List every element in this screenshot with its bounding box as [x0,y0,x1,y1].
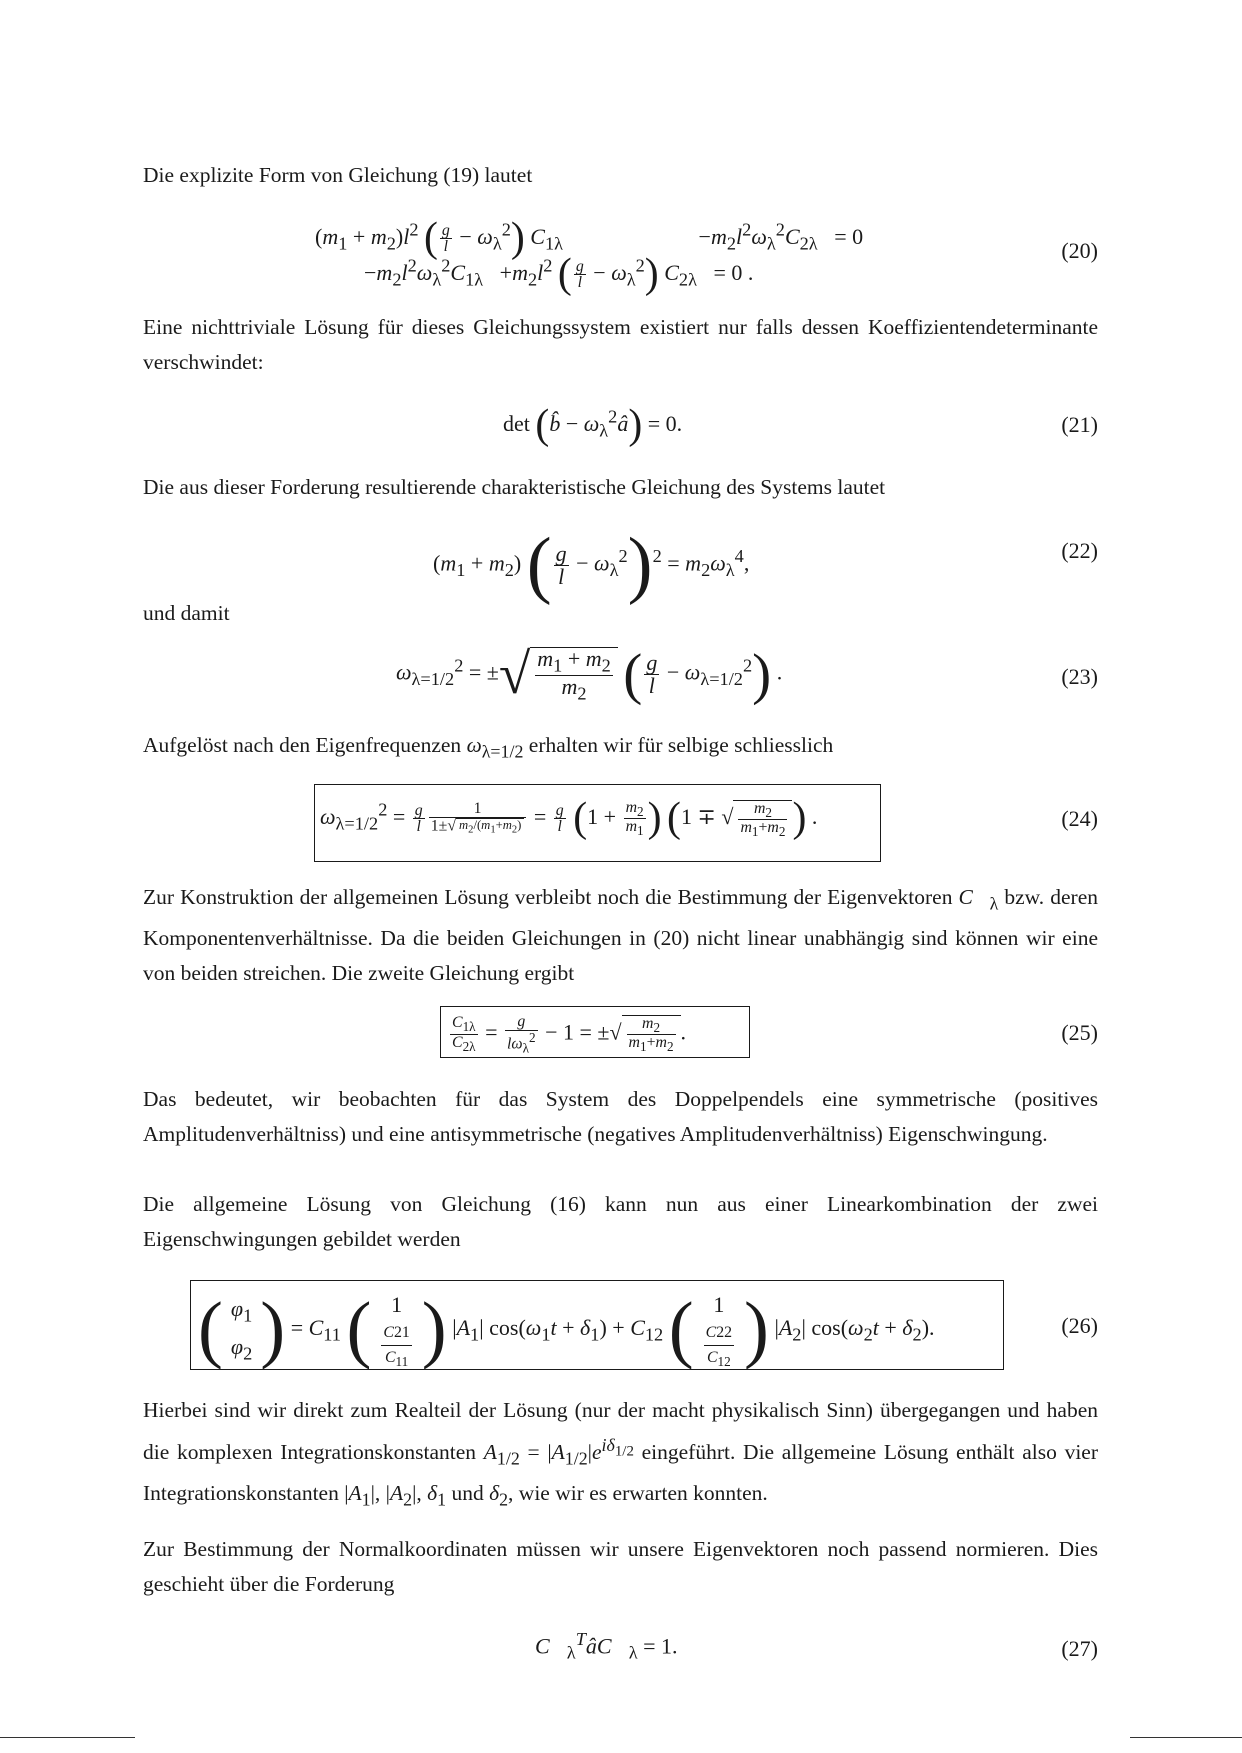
equation-number-21: (21) [1061,412,1098,437]
paragraph-9-part-a: Hierbei sind wir direkt zum Realteil der Lösung (nur der macht physikalisch Sinn) übergegangen und haben die komplexen Integrationskonstanten [143,1398,1098,1465]
equation-number-23: (23) [1061,664,1098,689]
paragraph-9: Hierbei sind wir direkt zum Realteil der Lösung (nur der macht physikalisch Sinn) übergegangen und haben die komplexen Integrationskonstanten $A_{1/2} = |A_{1/2}|e^{i\delta_{1/2}}$ eingeführt. Die allgemeine Lösung enthält also vier Integrationskonstanten $|A_1|$, $|A_2|$, $\delta_1$ und $\delta_2$, wie wir es erwarten konnten. [143,1398,1099,1510]
equation-27: $C⃗_\lambda^TâC⃗_\lambda = 1$. [535,1629,678,1663]
paragraph-7: Das bedeutet, wir beobachten für das System des Doppelpendels eine symmetrische (positives Amplitudenverhältniss) und eine antisymmetrische (negatives Amplitudenverhältniss) Eigenschwingung. [143,1087,1098,1146]
paragraph-10: Zur Bestimmung der Normalkoordinaten müssen wir unsere Eigenvektoren noch passend normieren. Dies geschieht über die Forderung [143,1537,1098,1596]
equation-number-22: (22) [1061,538,1098,563]
paragraph-6: Zur Konstruktion der allgemeinen Lösung verbleibt noch die Bestimmung der Eigenvektoren $C⃗_\lambda$ bzw. deren Komponentenverhältnisse. Da die beiden Gleichungen in (20) nicht linear unabhängig sind können wir eine von beiden streichen. Die zweite Gleichung ergibt [143,885,1098,986]
equation-25: $\frac{C_{1\lambda}}{C_{2\lambda}}$ = $\frac{g}{l\omega_\lambda^2}$ − 1 = ±√ $\frac{m_2}{m_1+m_2}$ . [452,1013,687,1056]
paragraph-5: Aufgelöst nach den Eigenfrequenzen $\omega_{\lambda=1/2}$ erhalten wir für selbige schliesslich [143,733,834,762]
equation-20-row-2: $-m_2l^2\omega_\lambda^2C_{1\lambda} +m_2l^2$ ( $\frac{g}{l}$ − $\omega_\lambda^2$) $C_{2\lambda} = 0$ . [364,251,754,297]
equation-number-20: (20) [1061,238,1098,263]
equation-22: $(m_1 + m_2)$ ( $\frac{g}{l}$ − $\omega_\lambda^2)^2 = m_2\omega_\lambda^4$, [433,523,750,606]
paragraph-5-part-a: Aufgelöst nach den Eigenfrequenzen [143,733,467,757]
scan-edge-line-right [1130,1737,1242,1738]
paragraph-9-part-d: , wie wir es erwarten konnten. [508,1481,768,1506]
paragraph-6-part-a: Zur Konstruktion der allgemeinen Lösung verbleibt noch die Bestimmung der Eigenvektoren [143,885,959,909]
equation-24: $\omega_{\lambda=1/2}^2$ = $\frac{g}{l}$ $\frac{1}{1\pm√ m_2/(m_1+m_2)}$ = $\frac{g}{l}$ (1 + $\frac{m_2}{m_1}$ ) (1 ∓ √ $\frac{m_2}{m_1+m_2}$ ) . [320,795,818,841]
equation-number-27: (27) [1061,1636,1098,1661]
equation-26: ( $\varphi_1$ $\varphi_2$ ) = $C_{11}$ ( 1 C21 $C_{11}$ ) $|A_1|$ $\cos(\omega_1t + \delta_1) + C_{12}$ ( 1 C22 $C_{12}$ ) $|A_2|$ $\cos(\omega_2t + \delta_2)$. [198,1287,935,1371]
paragraph-6-part-b: bzw. deren Komponentenverhältnisse. Da die beiden Gleichungen in (20) nicht linear unabhängig sind können wir eine von beiden streichen. Die zweite Gleichung ergibt [143,885,1098,986]
equation-number-25: (25) [1061,1020,1098,1045]
paragraph-9-part-c: und [446,1481,490,1506]
equation-21: det (b̂ − $\omega_\lambda^2â) = 0$. [503,402,683,448]
paragraph-1: Die explizite Form von Gleichung (19) lautet [143,163,533,187]
scan-edge-line-left [0,1737,135,1738]
equation-number-26: (26) [1061,1313,1098,1338]
paragraph-5-part-b: erhalten wir für selbige schliesslich [523,733,834,757]
paragraph-2: Eine nichttriviale Lösung für dieses Gleichungssystem existiert nur falls dessen Koeffizientendeterminante verschwindet: [143,315,1098,374]
equation-23: $\omega_{\lambda=1/2}^2$ = ±√ $\frac{m_1 + m_2}{m_2}$ ( $\frac{g}{l}$ − $\omega_{\lambda=1/2}^2$) . [396,643,783,706]
paragraph-9-part-b: eingeführt. Die allgemeine Lösung enthält also vier Integrationskonstanten [143,1440,1099,1506]
equation-number-24: (24) [1061,806,1098,831]
paragraph-4: und damit [143,601,230,625]
paragraph-8: Die allgemeine Lösung von Gleichung (16) kann nun aus einer Linearkombination der zwei Eigenschwingungen gebildet werden [143,1192,1098,1251]
paragraph-3: Die aus dieser Forderung resultierende charakteristische Gleichung des Systems lautet [143,475,886,499]
equation-20-row-1: $(m_1 + m_2)l^2$ ( $\frac{g}{l}$ − $\omega_\lambda^2$) $C_{1\lambda} -m_2l^2\omega_\lambda^2C_{2\lambda} = 0$ [315,215,864,261]
